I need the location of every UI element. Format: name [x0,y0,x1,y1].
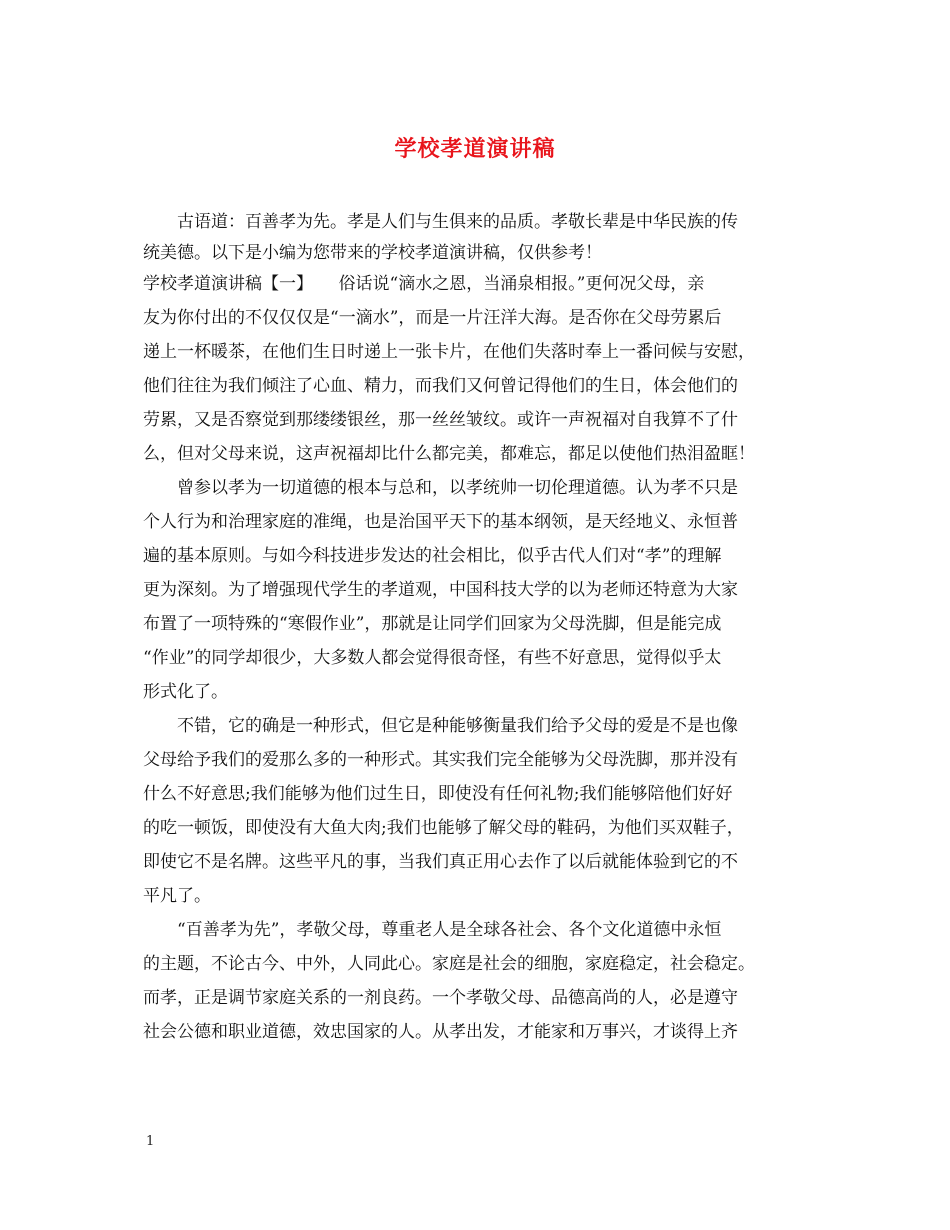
document-title: 学校孝道演讲稿 [394,136,556,162]
body-line: 更为深刻。为了增强现代学生的孝道观，中国科技大学的以为老师还特意为大家 [143,580,738,600]
body-line: 学校孝道演讲稿【一】 俗话说“滴水之恩，当涌泉相报。”更何况父母，亲 [143,274,705,294]
body-line: 遍的基本原则。与如今科技进步发达的社会相比，似乎古代人们对“孝”的理解 [143,546,722,566]
document-body [143,205,813,1049]
body-line: 的主题，不论古今、中外，人同此心。家庭是社会的细胞，家庭稳定，社会稳定。 [143,954,755,974]
body-line: 布置了一项特殊的“寒假作业”，那就是让同学们回家为父母洗脚，但是能完成 [143,614,722,634]
body-line: 他们往往为我们倾注了心血、精力，而我们又何曾记得他们的生日，体会他们的 [143,376,738,396]
body-line: 么，但对父母来说，这声祝福却比什么都完美，都难忘，都足以使他们热泪盈眶！ [143,444,755,464]
body-line: 劳累，又是否察觉到那缕缕银丝，那一丝丝皱纹。或许一声祝福对自我算不了什 [143,410,738,430]
body-line: “作业”的同学却很少，大多数人都会觉得很奇怪，有些不好意思，觉得似乎太 [143,648,722,668]
body-line: 什么不好意思;我们能够为他们过生日，即使没有任何礼物;我们能够陪他们好好 [143,784,733,804]
body-line: 平凡了。 [143,886,211,906]
body-line: 个人行为和治理家庭的准绳，也是治国平天下的基本纲领，是天经地义、永恒普 [143,512,738,532]
body-line: 古语道：百善孝为先。孝是人们与生俱来的品质。孝敬长辈是中华民族的传 [143,212,738,232]
body-line: 即使它不是名牌。这些平凡的事，当我们真正用心去作了以后就能体验到它的不 [143,852,738,872]
body-line: 递上一杯暖茶，在他们生日时递上一张卡片，在他们失落时奉上一番问候与安慰， [143,342,755,362]
body-line: 统美德。以下是小编为您带来的学校孝道演讲稿，仅供参考！ [143,243,602,263]
page-number: 1 [146,1134,155,1149]
body-line: 而孝，正是调节家庭关系的一剂良药。一个孝敬父母、品德高尚的人，必是遵守 [143,988,738,1008]
body-line: 社会公德和职业道德，效忠国家的人。从孝出发，才能家和万事兴，才谈得上齐 [143,1022,738,1042]
body-line: 曾参以孝为一切道德的根本与总和，以孝统帅一切伦理道德。认为孝不只是 [143,478,738,498]
body-line: “百善孝为先”，孝敬父母，尊重老人是全球各社会、各个文化道德中永恒 [143,920,722,940]
body-line: 父母给予我们的爱那么多的一种形式。其实我们完全能够为父母洗脚，那并没有 [143,750,738,770]
body-line: 不错，它的确是一种形式，但它是种能够衡量我们给予父母的爱是不是也像 [143,716,738,736]
body-line: 的吃一顿饭，即使没有大鱼大肉;我们也能够了解父母的鞋码，为他们买双鞋子， [143,818,744,838]
body-line: 友为你付出的不仅仅仅是“一滴水”，而是一片汪洋大海。是否你在父母劳累后 [143,308,722,328]
body-line: 形式化了。 [143,682,228,702]
